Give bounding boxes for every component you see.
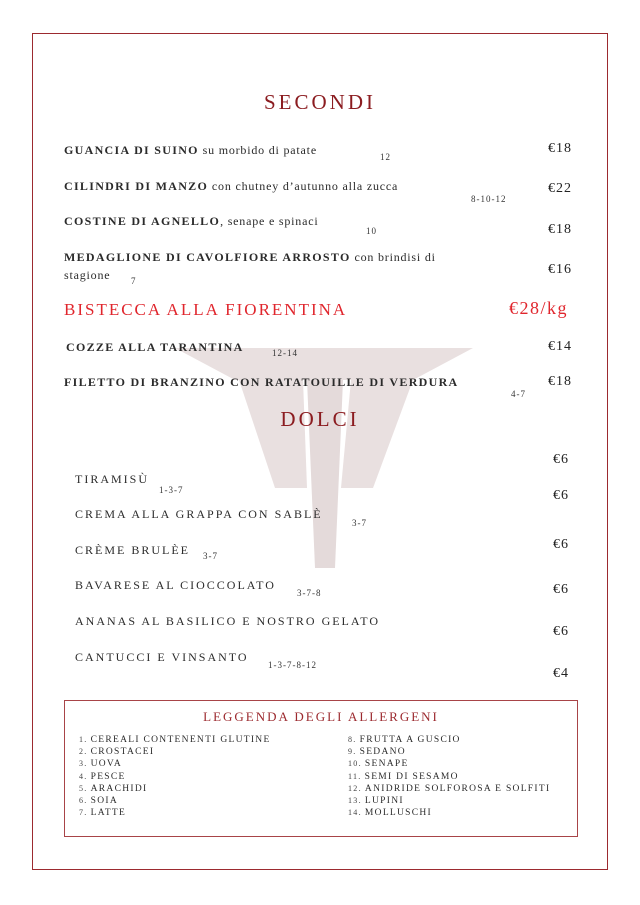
featured-item-name: BISTECCA ALLA FIORENTINA xyxy=(64,300,348,319)
legend-item: 10. SENAPE xyxy=(348,759,409,770)
allergen-ref: 3-7-8 xyxy=(297,588,322,598)
allergen-ref: 1-3-7 xyxy=(159,485,184,495)
dessert-ananas: ANANAS AL BASILICO E NOSTRO GELATO xyxy=(75,614,381,628)
item-name: CILINDRI DI MANZO xyxy=(64,179,209,193)
item-name: COSTINE DI AGNELLO xyxy=(64,214,221,228)
menu-item-cozze xyxy=(66,337,244,357)
menu-item-filetto xyxy=(64,372,459,392)
allergen-ref: 7 xyxy=(131,276,137,286)
legend-item: 13. LUPINI xyxy=(348,796,404,807)
item-description: con brindisi di xyxy=(350,250,436,264)
legend-item: 12. ANIDRIDE SOLFOROSA E SOLFITI xyxy=(348,783,551,794)
legend-item: 14. MOLLUSCHI xyxy=(348,808,433,819)
item-price: €14 xyxy=(548,339,572,354)
item-price: €6 xyxy=(553,582,569,597)
legend-item: 7. LATTE xyxy=(79,808,127,819)
item-description: , senape e spinaci xyxy=(220,214,319,228)
item-description: stagione xyxy=(64,268,111,282)
item-price: €6 xyxy=(553,488,569,503)
allergen-ref: 3-7 xyxy=(203,551,218,561)
menu-item-medaglione-continued xyxy=(64,265,110,285)
item-description: con chutney d’autunno alla zucca xyxy=(208,179,399,193)
allergen-ref: 8-10-12 xyxy=(471,194,507,204)
item-price: €18 xyxy=(548,141,572,156)
item-price: €4 xyxy=(553,666,569,681)
dessert-creme-brulee: CRÈME BRULÈE xyxy=(75,543,191,557)
legend-item: 1. CEREALI CONTENENTI GLUTINE xyxy=(79,735,271,745)
legend-title: LEGGENDA DEGLI ALLERGENI xyxy=(203,709,439,724)
item-price: €6 xyxy=(553,537,569,552)
allergen-ref: 4-7 xyxy=(511,389,526,399)
allergen-ref: 12-14 xyxy=(272,348,298,358)
allergen-ref: 12 xyxy=(380,152,391,162)
item-name: FILETTO DI BRANZINO CON RATATOUILLE DI VERDURA xyxy=(64,375,459,389)
menu-item-medaglione xyxy=(64,247,436,267)
legend-item: 9. SEDANO xyxy=(348,747,406,758)
legend-item: 4. PESCE xyxy=(79,771,126,782)
dessert-bavarese: BAVARESE AL CIOCCOLATO xyxy=(75,578,276,592)
legend-item: 5. ARACHIDI xyxy=(79,783,148,794)
dessert-tiramisu: TIRAMISÙ xyxy=(75,472,150,486)
item-price: €6 xyxy=(553,452,569,467)
item-name: COZZE ALLA TARANTINA xyxy=(66,340,244,354)
legend-item: 3. UOVA xyxy=(79,759,123,770)
dessert-crema-grappa: CREMA ALLA GRAPPA CON SABLÈ xyxy=(75,507,323,521)
section-title-dolci: DOLCI xyxy=(280,407,360,431)
dessert-cantucci: CANTUCCI E VINSANTO xyxy=(75,650,249,664)
allergen-ref: 3-7 xyxy=(352,518,367,528)
item-name: MEDAGLIONE DI CAVOLFIORE ARROSTO xyxy=(64,250,351,264)
menu-item-guancia xyxy=(64,140,317,160)
allergen-ref: 10 xyxy=(366,226,377,236)
legend-item: 11. SEMI DI SESAMO xyxy=(348,771,459,782)
legend-column-left xyxy=(79,734,271,819)
menu-item-costine xyxy=(64,211,318,231)
item-name: GUANCIA DI SUINO xyxy=(64,143,199,157)
item-price: €16 xyxy=(548,262,572,277)
legend-item: 2. CROSTACEI xyxy=(79,747,155,758)
menu-item-cilindri xyxy=(64,176,398,196)
item-price: €18 xyxy=(548,222,572,237)
allergen-ref: 1-3-7-8-12 xyxy=(268,660,317,670)
legend-column-right xyxy=(348,734,550,819)
featured-item-price: €28/kg xyxy=(509,298,569,318)
section-title-secondi: SECONDI xyxy=(263,90,376,114)
legend-item: 6. SOIA xyxy=(79,796,118,807)
allergen-legend xyxy=(64,700,578,837)
legend-item: 8. FRUTTA A GUSCIO xyxy=(348,735,461,745)
item-description: su morbido di patate xyxy=(198,143,317,157)
item-price: €18 xyxy=(548,374,572,389)
item-price: €22 xyxy=(548,181,572,196)
item-price: €6 xyxy=(553,624,569,639)
